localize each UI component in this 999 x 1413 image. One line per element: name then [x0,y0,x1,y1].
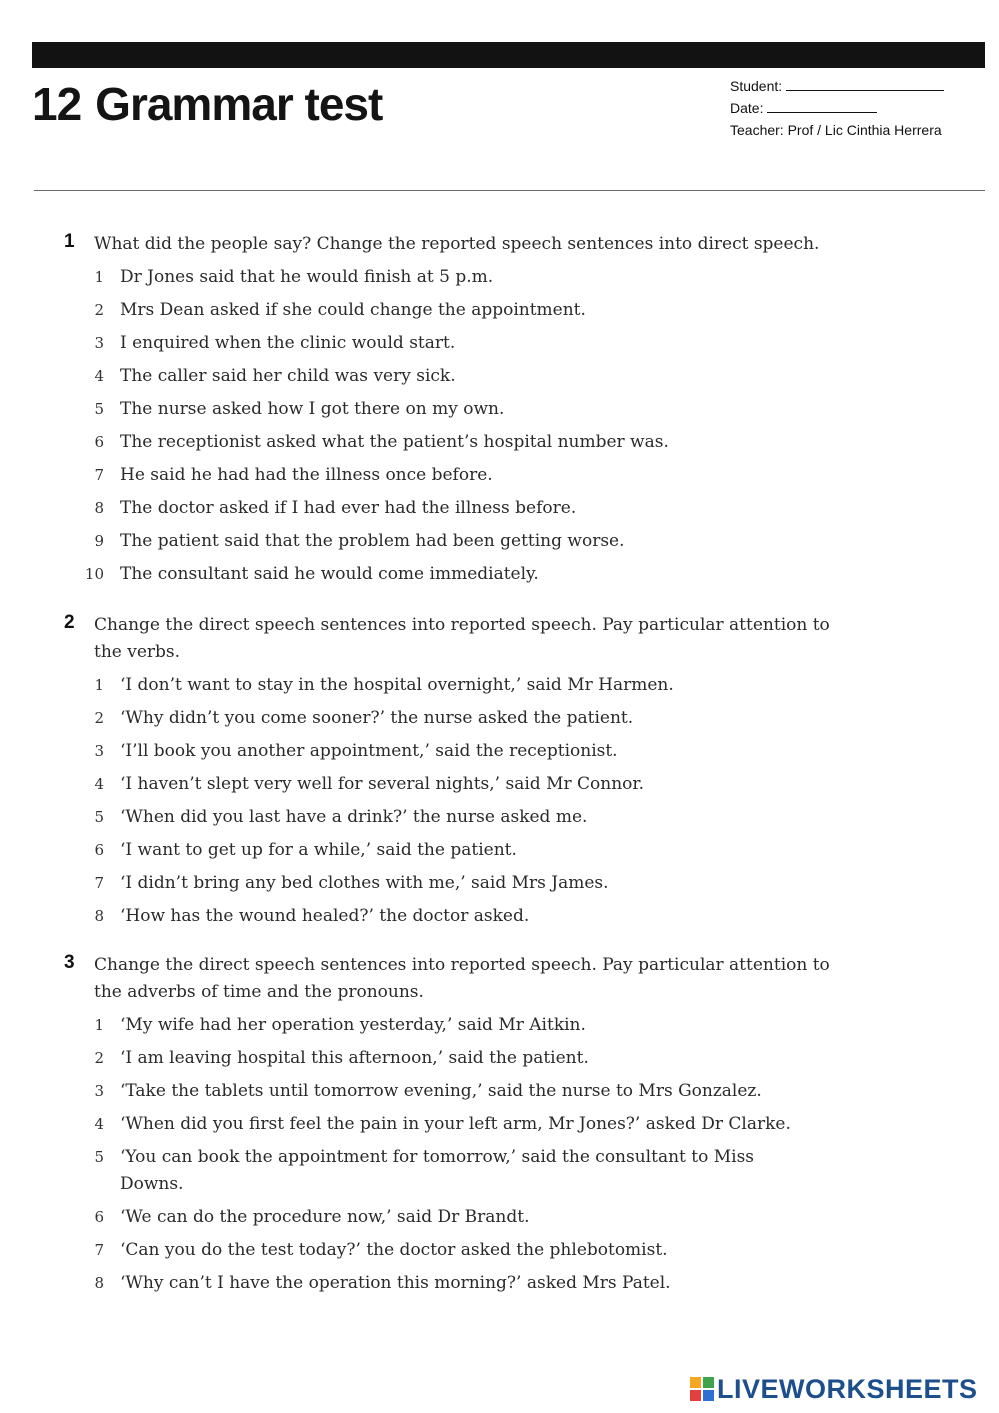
question-number: 4 [94,367,104,385]
question-text: The consultant said he would come immediately. [120,564,539,584]
section-instruction: What did the people say? Change the reported speech sentences into direct speech. [94,234,820,254]
question-text: ‘Why can’t I have the operation this morning?’ asked Mrs Patel. [120,1273,671,1293]
section-number: 1 [64,231,75,252]
question-text: ‘We can do the procedure now,’ said Dr Brandt. [120,1207,530,1227]
question-number: 3 [94,334,104,352]
question-item [64,672,854,699]
question-item [64,870,854,897]
question-text: The doctor asked if I had ever had the illness before. [120,498,577,518]
question-item [64,1204,854,1231]
question-item [64,903,854,930]
question-text: ‘I want to get up for a while,’ said the patient. [120,840,517,860]
date-field[interactable] [767,100,877,113]
question-item [64,837,854,864]
question-item [64,1078,854,1105]
question-number: 2 [94,1049,104,1067]
question-item [64,804,854,831]
question-text: Mrs Dean asked if she could change the appointment. [120,300,586,320]
question-item [64,297,854,324]
divider [34,190,985,191]
question-text: ‘You can book the appointment for tomorrow,’ said the consultant to Miss Downs. [120,1147,755,1194]
question-text: ‘I don’t want to stay in the hospital overnight,’ said Mr Harmen. [120,675,674,695]
question-number: 10 [84,565,104,583]
question-item [64,1237,854,1264]
question-number: 1 [94,676,104,694]
question-item [64,495,854,522]
section-number: 2 [64,612,75,633]
question-item [64,429,854,456]
question-item [64,771,854,798]
unit-number: 12 [32,78,82,130]
section-instruction: Change the direct speech sentences into reported speech. Pay particular attention to the adverbs of time and the pronouns. [94,955,830,1002]
question-number: 8 [94,1274,104,1292]
question-number: 9 [94,532,104,550]
question-number: 3 [94,1082,104,1100]
question-text: ‘How has the wound healed?’ the doctor asked. [120,906,530,926]
section-2 [64,612,854,936]
question-item [64,1270,854,1297]
header-bar [32,42,985,68]
question-item [64,264,854,291]
question-text: ‘I haven’t slept very well for several nights,’ said Mr Connor. [120,774,645,794]
question-number: 7 [94,1241,104,1259]
question-item [64,1045,854,1072]
question-number: 5 [94,400,104,418]
question-text: He said he had had the illness once before. [120,465,493,485]
question-text: ‘I’ll book you another appointment,’ said the receptionist. [120,741,618,761]
question-number: 6 [94,433,104,451]
question-text: ‘I didn’t bring any bed clothes with me,’ said Mrs James. [120,873,609,893]
section-1 [64,231,854,594]
question-text: ‘Take the tablets until tomorrow evening,’ said the nurse to Mrs Gonzalez. [120,1081,762,1101]
question-text: ‘My wife had her operation yesterday,’ said Mr Aitkin. [120,1015,586,1035]
question-text: The nurse asked how I got there on my own. [120,399,505,419]
liveworksheets-brand[interactable] [690,1374,978,1404]
question-text: The receptionist asked what the patient’s hospital number was. [120,432,669,452]
question-number: 1 [94,1016,104,1034]
teacher-row [730,121,944,143]
date-label: Date: [730,100,764,116]
brand-text: LIVEWORKSHEETS [717,1374,978,1404]
question-number: 8 [94,907,104,925]
question-text: ‘Why didn’t you come sooner?’ the nurse asked the patient. [120,708,634,728]
question-number: 7 [94,466,104,484]
date-row [730,99,944,121]
question-item [64,561,854,588]
question-number: 5 [94,1148,104,1166]
question-text: I enquired when the clinic would start. [120,333,456,353]
student-field[interactable] [786,78,944,91]
section-3 [64,952,854,1303]
liveworksheets-logo-icon [690,1377,714,1401]
question-item [64,705,854,732]
question-item [64,1111,854,1138]
question-item [64,462,854,489]
question-number: 6 [94,841,104,859]
question-number: 5 [94,808,104,826]
question-item [64,363,854,390]
question-number: 6 [94,1208,104,1226]
question-number: 4 [94,775,104,793]
student-label: Student: [730,78,783,94]
question-number: 3 [94,742,104,760]
page-title [32,76,382,132]
question-list [64,1012,854,1297]
question-number: 8 [94,499,104,517]
question-list [64,672,854,930]
question-number: 4 [94,1115,104,1133]
question-text: ‘When did you first feel the pain in your left arm, Mr Jones?’ asked Dr Clarke. [120,1114,791,1134]
question-text: The caller said her child was very sick. [120,366,456,386]
question-text: ‘Can you do the test today?’ the doctor asked the phlebotomist. [120,1240,668,1260]
student-row [730,77,944,99]
title-text: Grammar test [95,78,383,130]
question-item [64,396,854,423]
question-number: 7 [94,874,104,892]
section-instruction: Change the direct speech sentences into reported speech. Pay particular attention to the verbs. [94,615,830,662]
question-item [64,330,854,357]
question-text: ‘I am leaving hospital this afternoon,’ said the patient. [120,1048,589,1068]
question-item [64,1144,770,1198]
teacher-label: Teacher: Prof / Lic Cinthia Herrera [730,122,942,138]
question-number: 2 [94,709,104,727]
question-text: ‘When did you last have a drink?’ the nurse asked me. [120,807,588,827]
question-number: 1 [94,268,104,286]
question-text: Dr Jones said that he would finish at 5 p.m. [120,267,494,287]
question-item [64,738,854,765]
student-info [730,77,944,143]
question-list [64,264,854,588]
question-number: 2 [94,301,104,319]
question-item [64,528,854,555]
section-number: 3 [64,952,75,973]
question-item [64,1012,854,1039]
question-text: The patient said that the problem had been getting worse. [120,531,625,551]
